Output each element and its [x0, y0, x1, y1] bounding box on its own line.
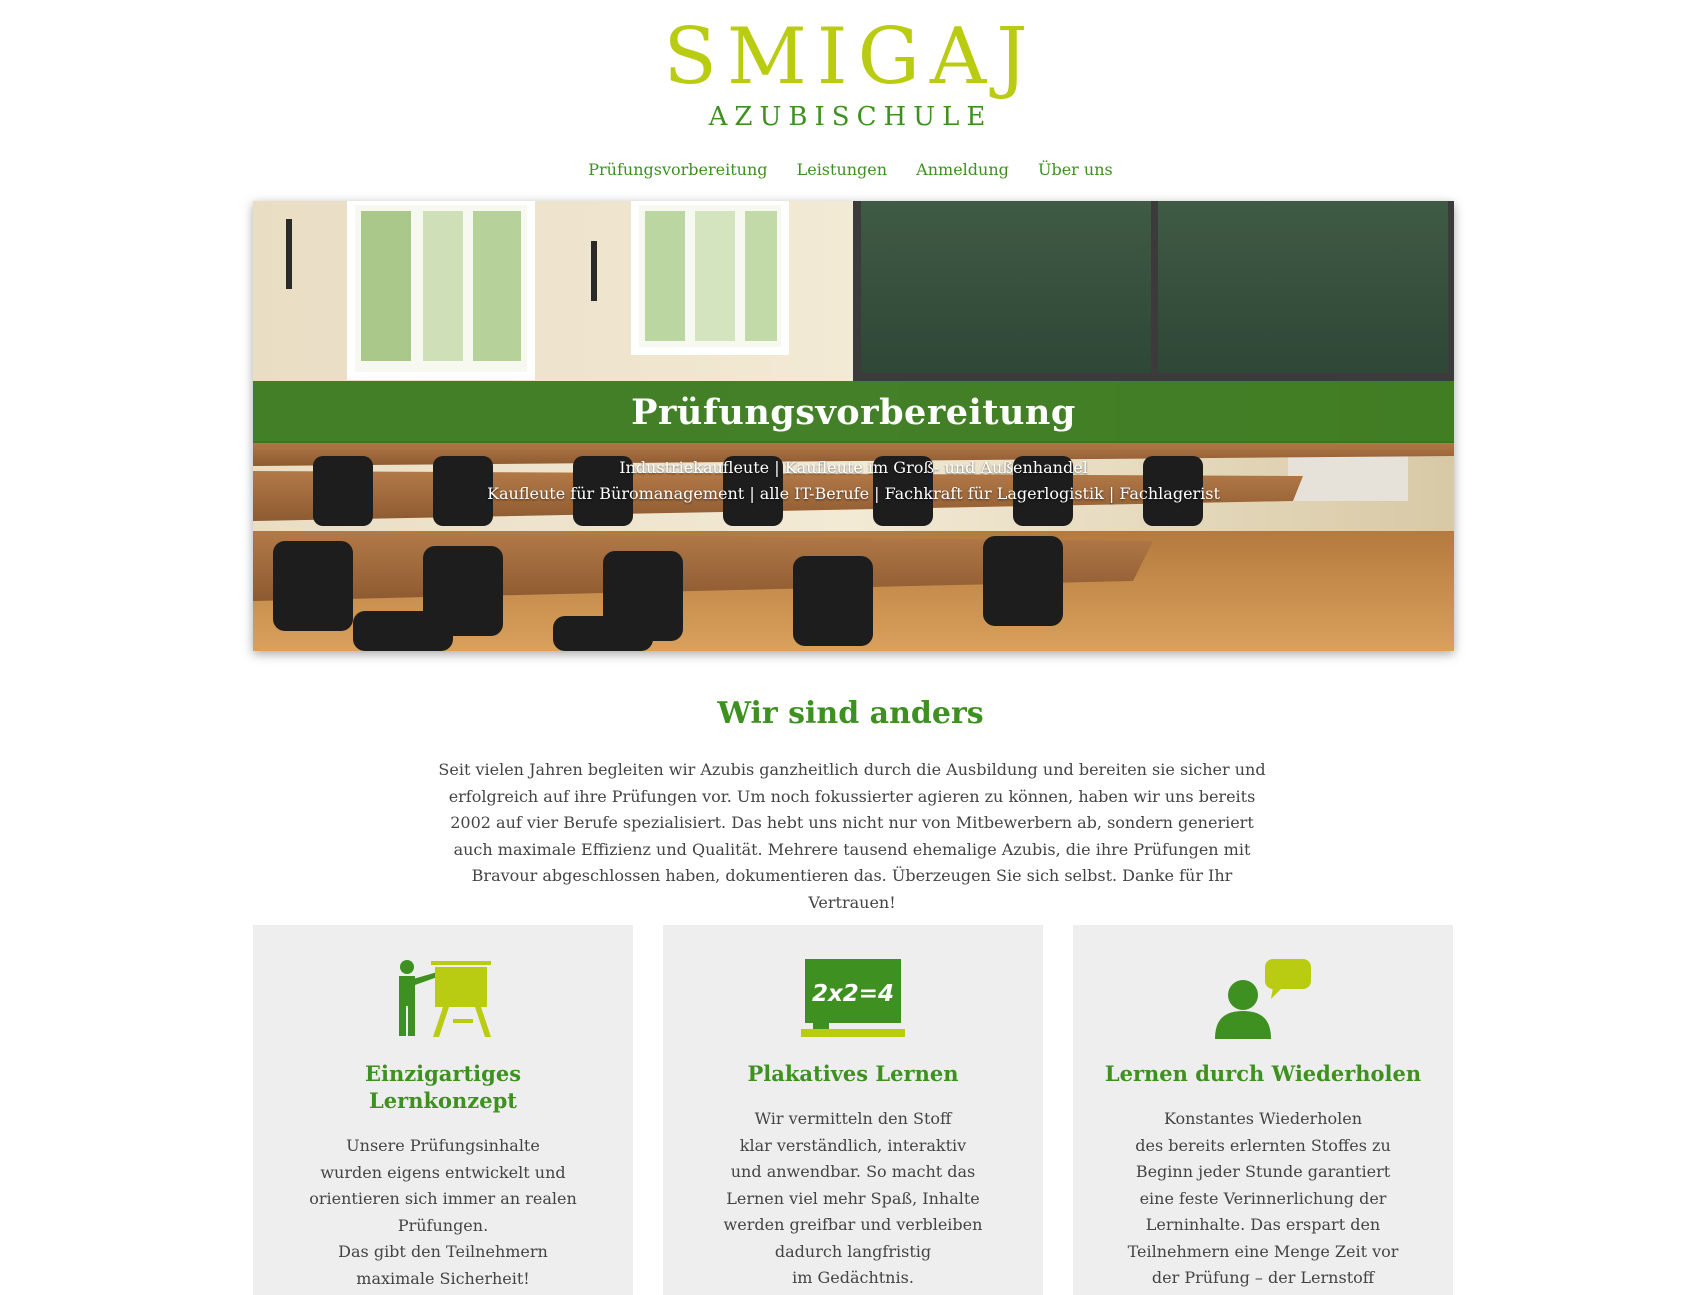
hero-title: Prüfungsvorbereitung — [631, 391, 1076, 433]
hero-title-band — [253, 381, 1454, 443]
feature-text: Konstantes Wiederholen des bereits erlernten Stoffes zu Beginn jeder Stunde garantiert eine feste Verinnerlichung der Lerninhalte. Das erspart den Teilnehmern eine Menge Zeit vor der Prüfung – der Lernstoff — [1127, 1109, 1399, 1287]
chalkboard-math-icon — [663, 959, 1043, 1043]
intro-text: Seit vielen Jahren begleiten wir Azubis ganzheitlich durch die Ausbildung und bereiten sie sicher und erfolgreich auf ihre Prüfungen vor. Um noch fokussierter agieren zu können, haben wir uns bereits 2002 auf vier Berufe spezialisiert. Das hebt uns nicht nur von Mitbewerbern ab, sondern generiert auch maximale Effizienz und Qualität. Mehrere tausend ehemalige Azubis, die ihre Prüfungen mit Bravour abgeschlossen haben, dokumentieren das. Überzeugen Sie sich selbst. Danke für Ihr Vertrauen! — [438, 760, 1266, 912]
logo-tagline: AZUBISCHULE — [708, 102, 993, 132]
feature-card-plakatives-lernen — [663, 925, 1043, 1295]
feature-title: Lernen durch Wiederholen — [1104, 1061, 1422, 1086]
nav-item-anmeldung[interactable]: Anmeldung — [916, 160, 1009, 179]
hero-subtitle-line-1: Industriekaufleute | Kaufleute im Groß- und Außenhandel — [619, 458, 1088, 477]
feature-text: Wir vermitteln den Stoff klar verständlich, interaktiv und anwendbar. So macht das Lernen viel mehr Spaß, Inhalte werden greifbar und verbleiben dadurch langfristig im Gedächtnis. — [723, 1109, 983, 1287]
nav-item-pruefungsvorbereitung[interactable]: Prüfungsvorbereitung — [588, 160, 768, 179]
logo-wordmark: SMIGAJ — [663, 12, 1038, 102]
feature-text: Unsere Prüfungsinhalte wurden eigens entwickelt und orientieren sich immer an realen Prüfungen. Das gibt den Teilnehmern maximale Sicherheit! — [309, 1136, 577, 1288]
feature-title: Plakatives Lernen — [747, 1061, 959, 1086]
intro-heading: Wir sind anders — [717, 696, 984, 731]
nav-item-ueber-uns[interactable]: Über uns — [1037, 160, 1113, 179]
hero-subtitle-line-2: Kaufleute für Büromanagement | alle IT-Berufe | Fachkraft für Lagerlogistik | Fachlagerist — [487, 484, 1220, 503]
hero-banner — [253, 201, 1454, 651]
nav-item-leistungen[interactable]: Leistungen — [796, 160, 888, 179]
chalkboard-text: 2x2=4 — [811, 981, 895, 1007]
teacher-presentation-icon — [253, 959, 633, 1043]
site-logo[interactable] — [0, 14, 1701, 132]
feature-card-wiederholen — [1073, 925, 1453, 1295]
feature-card-lernkonzept — [253, 925, 633, 1295]
main-nav — [0, 160, 1701, 179]
person-speech-bubble-icon — [1073, 959, 1453, 1043]
feature-title: Einzigartiges Lernkonzept — [364, 1061, 522, 1113]
